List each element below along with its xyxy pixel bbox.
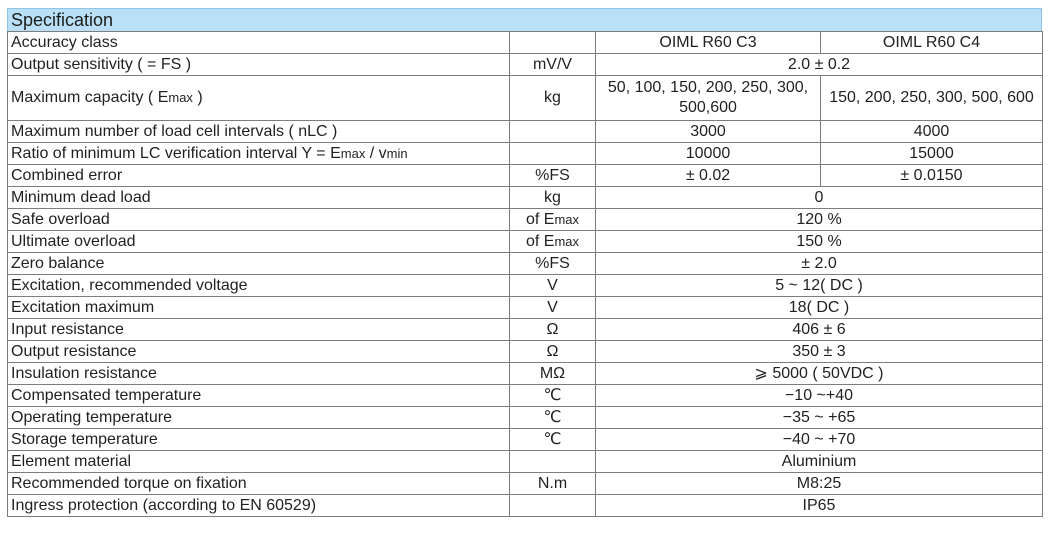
row-label: Ultimate overload	[8, 231, 510, 253]
row-label: Input resistance	[8, 319, 510, 341]
table-row	[8, 385, 1043, 407]
row-unit: %FS	[510, 253, 596, 275]
row-label: Element material	[8, 451, 510, 473]
table-row	[8, 54, 1043, 76]
row-label: Ingress protection (according to EN 60529)	[8, 495, 510, 517]
col-header-c4: OIML R60 C4	[821, 32, 1043, 54]
table-row	[8, 253, 1043, 275]
row-value: ± 2.0	[596, 253, 1043, 275]
table-row	[8, 473, 1043, 495]
row-label: Minimum dead load	[8, 187, 510, 209]
row-value: 2.0 ± 0.2	[596, 54, 1043, 76]
row-unit	[510, 32, 596, 54]
row-label: Combined error	[8, 165, 510, 187]
row-value: 350 ± 3	[596, 341, 1043, 363]
row-value: 406 ± 6	[596, 319, 1043, 341]
table-row	[8, 319, 1043, 341]
row-label: Safe overload	[8, 209, 510, 231]
row-unit: V	[510, 297, 596, 319]
table-row	[8, 76, 1043, 121]
table-row	[8, 187, 1043, 209]
table-row	[8, 407, 1043, 429]
row-value: −10 ~+40	[596, 385, 1043, 407]
row-unit: N.m	[510, 473, 596, 495]
row-unit: mV/V	[510, 54, 596, 76]
row-value: −35 ~ +65	[596, 407, 1043, 429]
row-unit	[510, 451, 596, 473]
row-label: Output sensitivity ( = FS )	[8, 54, 510, 76]
row-label: Maximum number of load cell intervals ( nLC )	[8, 121, 510, 143]
col-header-c3: OIML R60 C3	[596, 32, 821, 54]
row-label: Operating temperature	[8, 407, 510, 429]
row-unit: kg	[510, 187, 596, 209]
row-value-c3: 10000	[596, 143, 821, 165]
table-row	[8, 495, 1043, 517]
row-label: Insulation resistance	[8, 363, 510, 385]
table-row	[8, 32, 1043, 54]
row-value-c4: ± 0.0150	[821, 165, 1043, 187]
table-row	[8, 209, 1043, 231]
row-value: ⩾ 5000 ( 50VDC )	[596, 363, 1043, 385]
row-unit: of Emax	[510, 209, 596, 231]
row-value: −40 ~ +70	[596, 429, 1043, 451]
spec-title: Specification	[7, 8, 1042, 31]
row-unit: MΩ	[510, 363, 596, 385]
row-unit: of Emax	[510, 231, 596, 253]
row-value-c3: 3000	[596, 121, 821, 143]
row-unit	[510, 143, 596, 165]
table-row	[8, 121, 1043, 143]
row-value: Aluminium	[596, 451, 1043, 473]
row-label: Output resistance	[8, 341, 510, 363]
row-value: 150 %	[596, 231, 1043, 253]
row-unit	[510, 121, 596, 143]
row-unit: Ω	[510, 319, 596, 341]
row-value-c4: 4000	[821, 121, 1043, 143]
row-value-c3: 50, 100, 150, 200, 250, 300, 500,600	[596, 76, 821, 121]
table-row	[8, 165, 1043, 187]
table-row	[8, 297, 1043, 319]
spec-sheet	[7, 8, 1042, 517]
table-row	[8, 143, 1043, 165]
row-unit: ℃	[510, 385, 596, 407]
row-unit: ℃	[510, 429, 596, 451]
row-value: 18( DC )	[596, 297, 1043, 319]
row-label: Accuracy class	[8, 32, 510, 54]
row-label: Recommended torque on fixation	[8, 473, 510, 495]
row-label: Compensated temperature	[8, 385, 510, 407]
row-unit: ℃	[510, 407, 596, 429]
row-label: Ratio of minimum LC verification interval Y = Emax / vmin	[8, 143, 510, 165]
row-unit	[510, 495, 596, 517]
table-row	[8, 275, 1043, 297]
table-row	[8, 363, 1043, 385]
table-row	[8, 231, 1043, 253]
row-value-c4: 15000	[821, 143, 1043, 165]
row-value: 120 %	[596, 209, 1043, 231]
row-value-c4: 150, 200, 250, 300, 500, 600	[821, 76, 1043, 121]
row-value-c3: ± 0.02	[596, 165, 821, 187]
row-value: 0	[596, 187, 1043, 209]
row-label: Excitation, recommended voltage	[8, 275, 510, 297]
table-row	[8, 451, 1043, 473]
table-row	[8, 341, 1043, 363]
table-row	[8, 429, 1043, 451]
row-unit: kg	[510, 76, 596, 121]
row-label: Maximum capacity ( Emax )	[8, 76, 510, 121]
row-value: IP65	[596, 495, 1043, 517]
row-unit: %FS	[510, 165, 596, 187]
row-value: 5 ~ 12( DC )	[596, 275, 1043, 297]
row-value: M8:25	[596, 473, 1043, 495]
spec-table	[7, 31, 1043, 517]
row-unit: Ω	[510, 341, 596, 363]
row-label: Excitation maximum	[8, 297, 510, 319]
row-unit: V	[510, 275, 596, 297]
row-label: Storage temperature	[8, 429, 510, 451]
row-label: Zero balance	[8, 253, 510, 275]
